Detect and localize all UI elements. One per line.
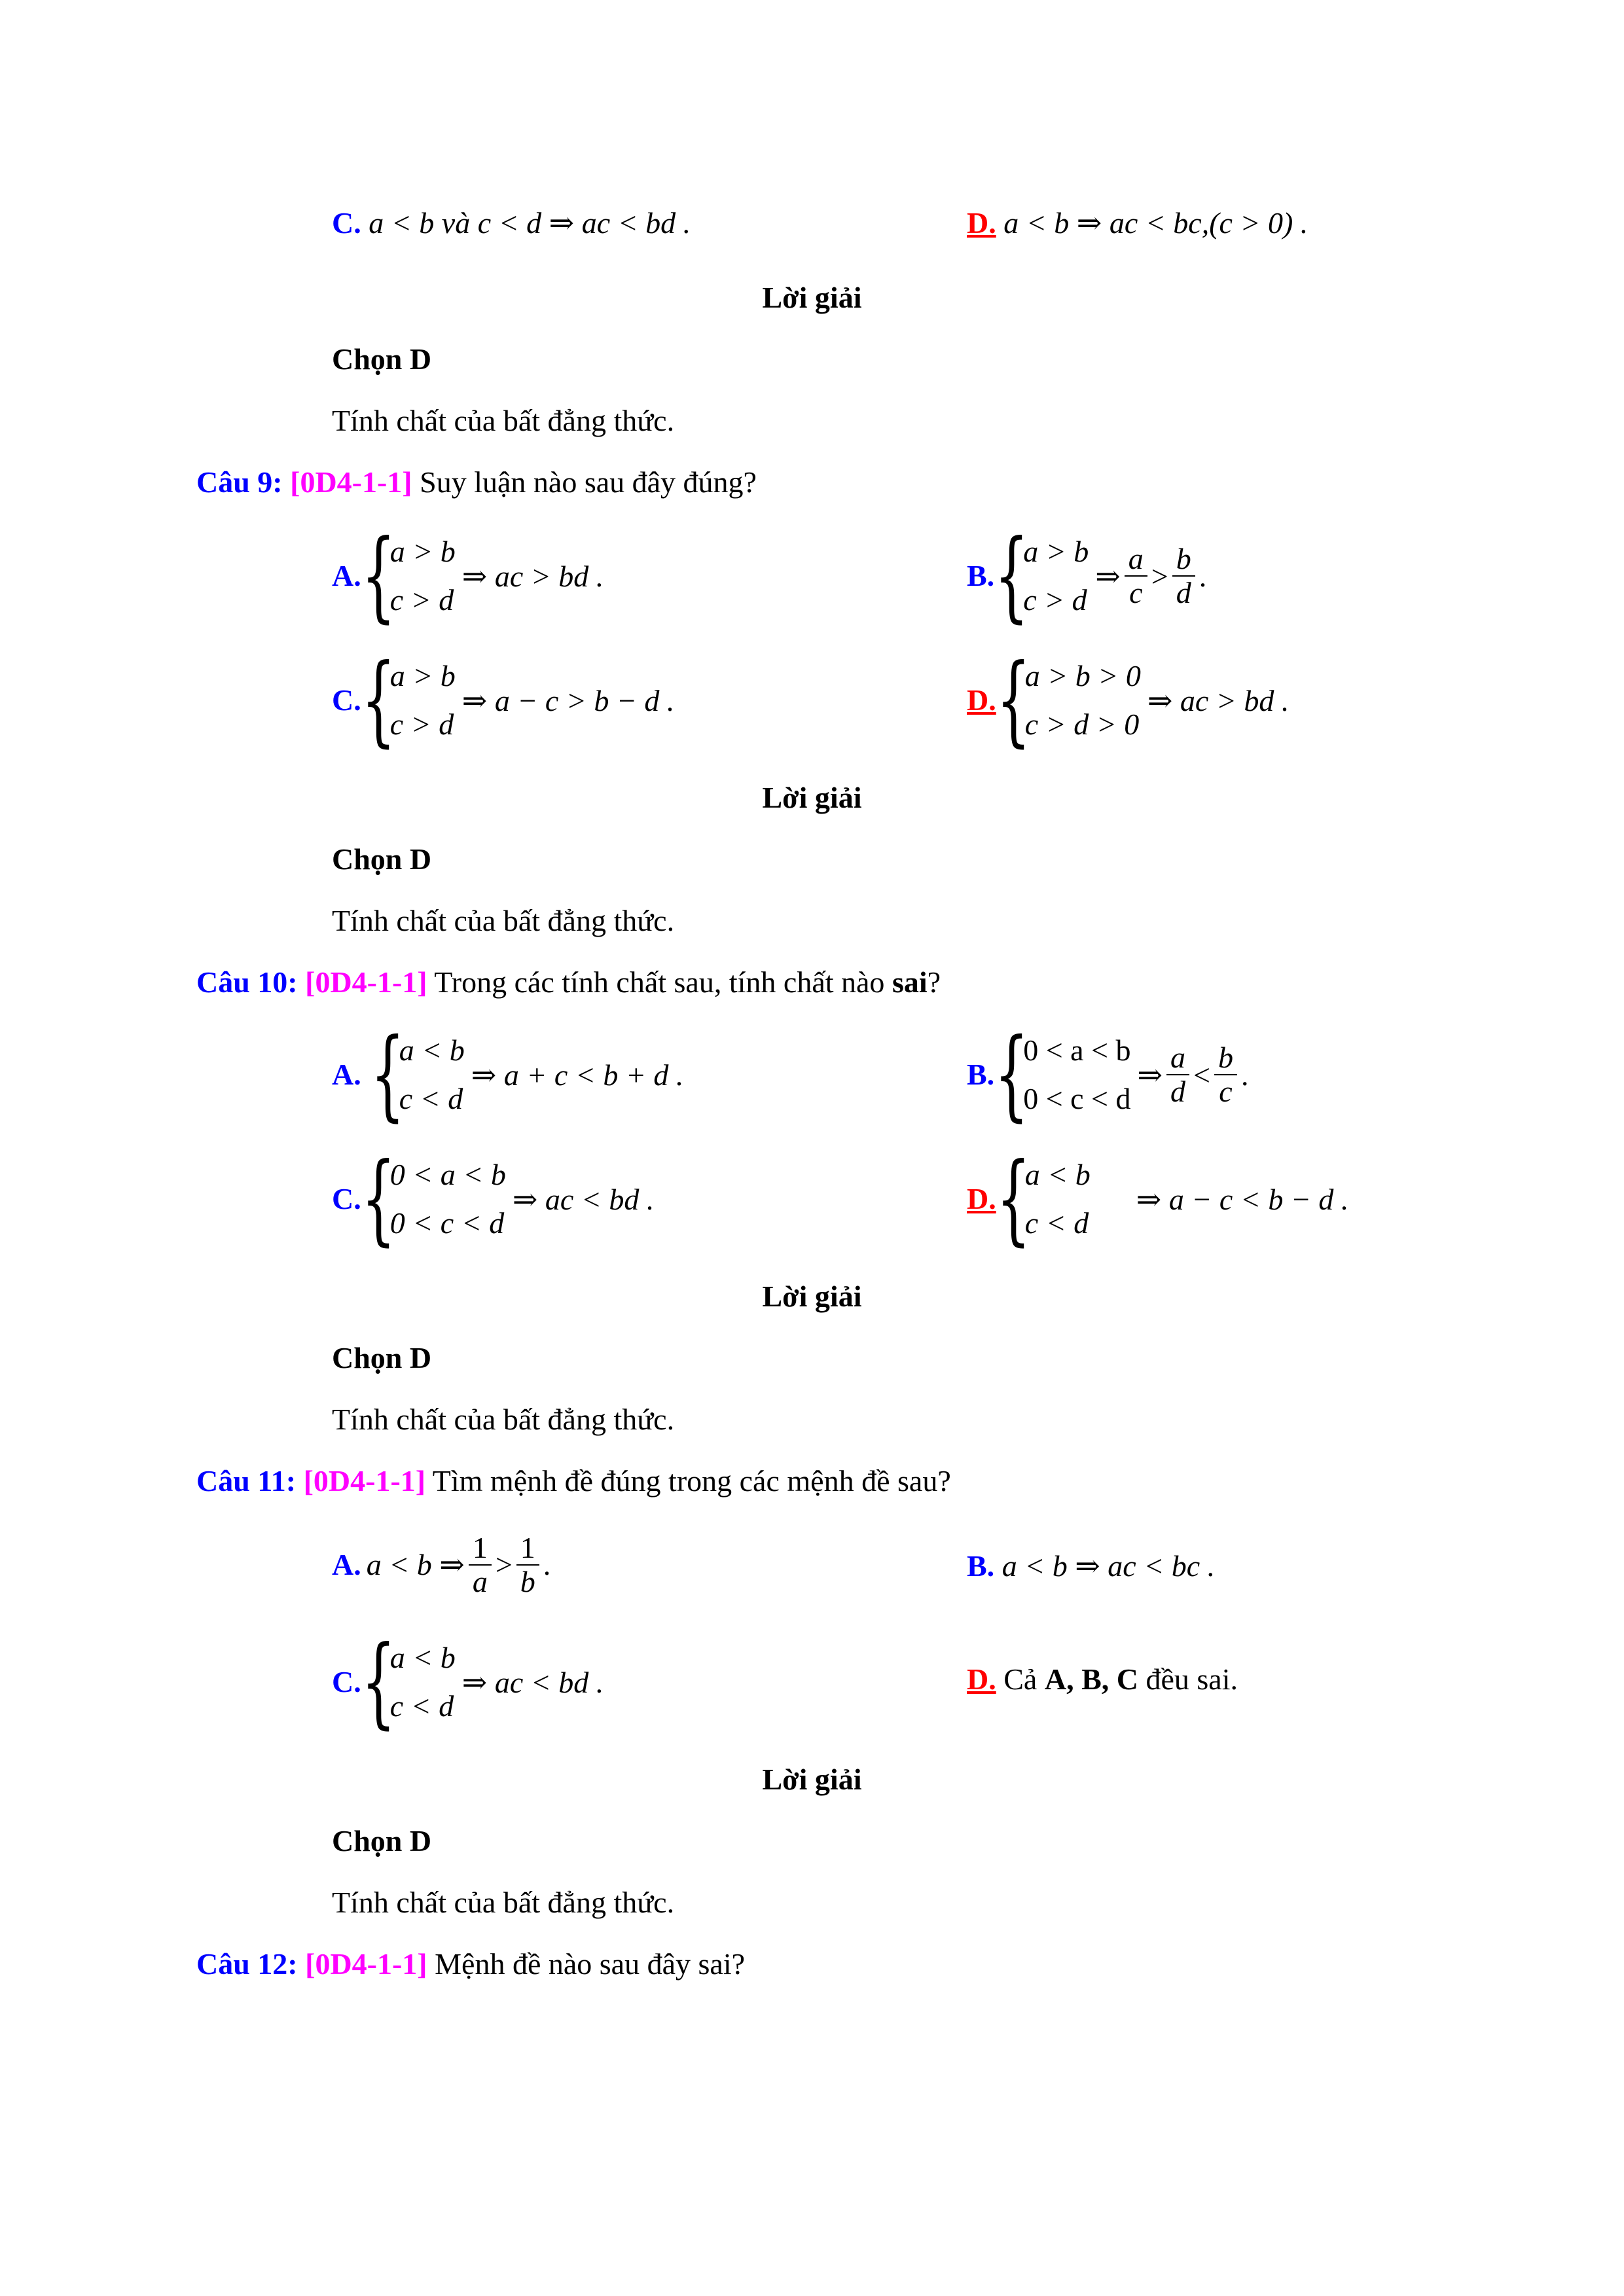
question-9: [196, 467, 757, 497]
question-tag: [0D4-1-1]: [305, 1947, 427, 1981]
system-row: 0 < c < d: [389, 1206, 505, 1240]
q10-option-a: [332, 1018, 684, 1132]
question-text: Suy luận nào sau đây đúng?: [420, 465, 757, 499]
option-label: A.: [332, 559, 361, 592]
system-row: a < b: [399, 1033, 465, 1067]
q10-option-c: [332, 1142, 655, 1256]
explanation: Tính chất của bất đẳng thức.: [332, 1886, 675, 1919]
brace-icon: {: [996, 1142, 1031, 1256]
brace-icon: {: [361, 643, 396, 757]
system-row: a > b > 0: [1024, 659, 1141, 692]
question-tag: [0D4-1-1]: [305, 965, 427, 999]
option-label: D.: [967, 1662, 996, 1696]
system-row: 0 < a < b: [389, 1158, 506, 1191]
explanation: Tính chất của bất đẳng thức.: [332, 1403, 675, 1436]
q11-option-b: [967, 1551, 1215, 1581]
brace-icon: {: [994, 1018, 1029, 1132]
option-label: A.: [332, 1548, 361, 1581]
q10-option-d: [967, 1142, 1349, 1256]
brace-icon: {: [361, 519, 396, 633]
question-number: Câu 9:: [196, 465, 283, 499]
option-label: B.: [967, 1058, 995, 1091]
system-row: a > b: [389, 659, 456, 692]
answer-choice: Chọn D: [332, 1341, 432, 1374]
option-label: C.: [332, 683, 361, 717]
answer-choice: Chọn D: [332, 842, 432, 876]
system-row: 0 < c < d: [1023, 1082, 1131, 1115]
solution-title: Lời giải: [762, 1280, 862, 1313]
explanation: Tính chất của bất đẳng thức.: [332, 404, 675, 437]
q9-option-a: [332, 519, 604, 633]
implication: ⇒ ac > bd .: [1147, 684, 1290, 717]
system-row: 0 < a < b: [1023, 1033, 1131, 1067]
q9-option-b: [967, 519, 1207, 633]
fraction: $\frac{a}{d}$: [1166, 1041, 1189, 1108]
question-10: Câu 10: [0D4-1-1] Trong các tính chất sau, tính chất nào sai?: [196, 965, 941, 999]
question-text-emphasis: sai: [892, 965, 928, 999]
system-row: c > d: [389, 708, 454, 741]
question-number: Câu 12:: [196, 1947, 298, 1981]
question-text: Trong các tính chất sau, tính chất nào: [434, 965, 885, 999]
option-label: B.: [967, 559, 995, 592]
question-text: Tìm mệnh đề đúng trong các mệnh đề sau?: [432, 1464, 951, 1498]
implication: ⇒ a − c > b − d .: [461, 684, 675, 717]
system-row: a > b: [1023, 535, 1089, 568]
option-label: C.: [332, 1182, 361, 1215]
question-12: [196, 1949, 745, 1979]
fraction: $\frac{b}{c}$: [1214, 1041, 1237, 1108]
fraction: $\frac{1}{a}$: [469, 1532, 492, 1598]
system-row: c < d: [389, 1689, 454, 1723]
q10-option-b: [967, 1018, 1249, 1132]
option-label: B.: [967, 1549, 995, 1583]
q11-option-d: D. Cả A, B, C đều sai.: [967, 1662, 1238, 1696]
implication: ⇒ $\frac{a}{c}$ > $\frac{b}{d}$ .: [1095, 542, 1207, 609]
q9-option-c: [332, 643, 675, 757]
system-row: c > d > 0: [1024, 708, 1140, 741]
q8-option-d: [967, 208, 1308, 238]
fraction: $\frac{1}{b}$: [516, 1532, 539, 1598]
option-label: A.: [332, 1058, 361, 1091]
fraction: $\frac{b}{d}$: [1172, 543, 1195, 609]
option-label: D.: [967, 206, 996, 240]
system-row: a < b: [389, 1641, 456, 1674]
solution-title: Lời giải: [762, 1763, 862, 1796]
question-text: Mệnh đề nào sau đây sai?: [435, 1947, 746, 1981]
option-expression: a < b ⇒: [366, 1548, 465, 1581]
solution-title: Lời giải: [762, 281, 862, 314]
option-label: C.: [332, 1665, 361, 1698]
option-label: C.: [332, 206, 361, 240]
implication: ⇒ a + c < b + d .: [471, 1058, 684, 1092]
brace-icon: {: [361, 1625, 396, 1739]
option-expression: a < b ⇒ ac < bc .: [1001, 1549, 1216, 1583]
implication: ⇒ ac < bd .: [461, 1666, 604, 1699]
brace-icon: {: [361, 1142, 396, 1256]
explanation: Tính chất của bất đẳng thức.: [332, 904, 675, 937]
question-11: [196, 1466, 951, 1496]
system-row: c < d: [1024, 1206, 1089, 1240]
answer-choice: Chọn D: [332, 1824, 432, 1857]
brace-icon: {: [994, 519, 1029, 633]
system-row: c > d: [389, 583, 454, 617]
q8-option-c: [332, 208, 691, 238]
q11-option-c: [332, 1625, 604, 1739]
option-label: D.: [967, 683, 996, 717]
system-row: a < b: [1024, 1158, 1091, 1191]
option-label: D.: [967, 1182, 996, 1215]
brace-icon: {: [370, 1018, 405, 1132]
system-row: c > d: [1023, 583, 1087, 617]
option-expression: a < b và c < d ⇒ ac < bd .: [369, 206, 691, 240]
solution-title: Lời giải: [762, 781, 862, 814]
system-row: c < d: [399, 1082, 463, 1115]
implication: ⇒ $\frac{a}{d}$ < $\frac{b}{c}$ .: [1137, 1041, 1249, 1108]
q11-option-a: A. a < b ⇒ $\frac{1}{a}$ > $\frac{1}{b}$ .: [332, 1531, 551, 1598]
brace-icon: {: [996, 643, 1031, 757]
question-number: Câu 11:: [196, 1464, 297, 1498]
option-expression: a < b ⇒ ac < bc,(c > 0) .: [1003, 206, 1308, 240]
question-tag: [0D4-1-1]: [303, 1464, 426, 1498]
system-row: a > b: [389, 535, 456, 568]
question-number: Câu 10:: [196, 965, 298, 999]
answer-choice: Chọn D: [332, 342, 432, 376]
implication: ⇒ ac < bd .: [512, 1183, 655, 1216]
q9-option-d: [967, 643, 1290, 757]
implication: ⇒ ac > bd .: [461, 560, 604, 593]
implication: ⇒ a − c < b − d .: [1136, 1183, 1349, 1216]
fraction: $\frac{a}{c}$: [1125, 543, 1147, 609]
question-tag: [0D4-1-1]: [290, 465, 412, 499]
